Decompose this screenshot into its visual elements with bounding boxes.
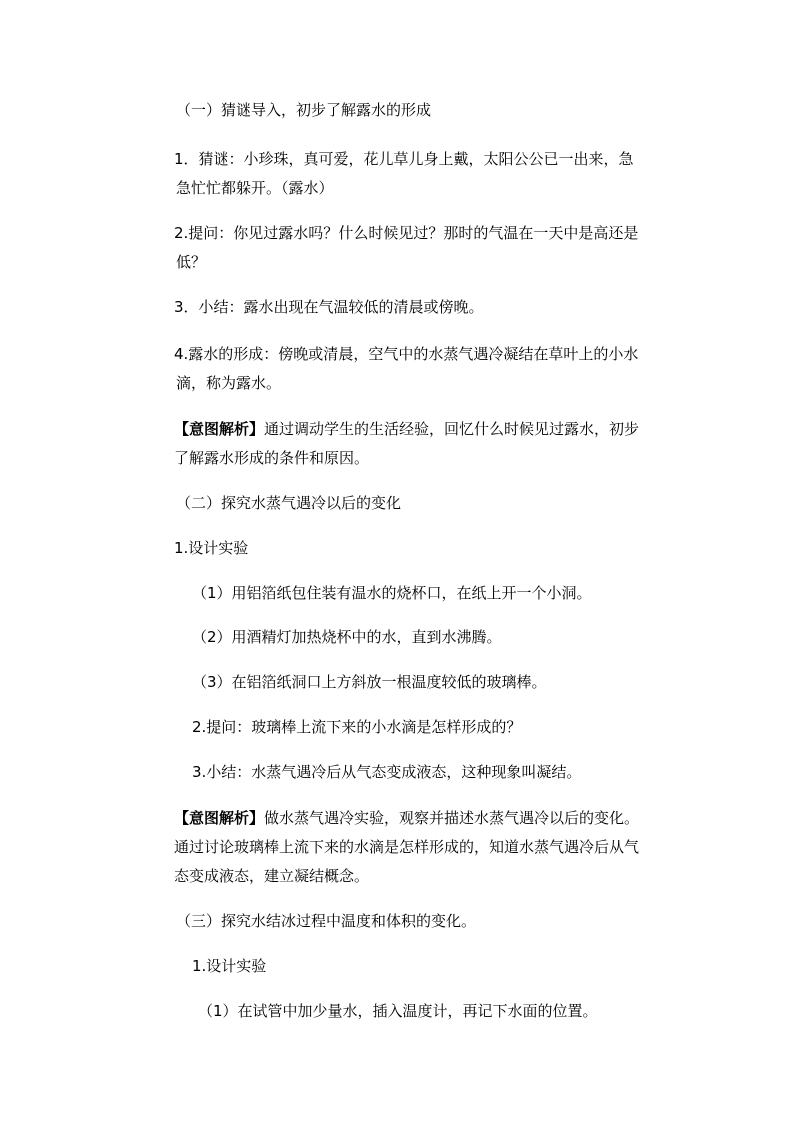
section2-step1: （1）用铝箔纸包住装有温水的烧杯口，在纸上开一个小洞。 [192,584,592,602]
section1-item1-line1: 1．猜谜：小珍珠，真可爱，花儿草儿身上戴，太阳公公已一出来，急 [174,150,634,168]
section2-sub1: 1.设计实验 [174,539,249,557]
section1-item2-line2: 低？ [176,253,207,271]
section1-intent-line1 [174,415,684,444]
section2-sub3: 3.小结：水蒸气遇冷后从气态变成液态，这种现象叫凝结。 [192,763,582,781]
section1-item4-line1: 4.露水的形成：傍晚或清晨，空气中的水蒸气遇冷凝结在草叶上的小水 [174,345,639,363]
section3-step1: （1）在试管中加少量水，插入温度计，再记下水面的位置。 [198,1002,598,1020]
section3-heading: （三）探究水结冰过程中温度和体积的变化。 [176,912,477,930]
section2-heading: （二）探究水蒸气遇冷以后的变化 [176,494,402,512]
section1-item3: 3．小结：露水出现在气温较低的清晨或傍晚。 [174,298,484,316]
section1-heading: （一）猜谜导入，初步了解露水的形成 [176,101,432,119]
section2-sub2: 2.提问：玻璃棒上流下来的小水滴是怎样形成的？ [192,718,522,736]
section2-intent-line3: 态变成液态，建立凝结概念。 [174,867,370,885]
intent-text: 通过调动学生的生活经验，回忆什么时候见过露水，初步 [264,420,640,438]
section3-sub1: 1.设计实验 [192,957,267,975]
section1-item2-line1: 2.提问：你见过露水吗？什么时候见过？那时的气温在一天中是高还是 [174,224,639,242]
section1-item4-line2: 滴，称为露水。 [176,374,282,392]
section2-intent-line2: 通过讨论玻璃棒上流下来的水滴是怎样形成的，知道水蒸气遇冷后从气 [174,838,640,856]
section1-intent-line2: 了解露水形成的条件和原因。 [174,449,370,467]
section1-item1-line2: 急忙忙都躲开。（露水） [176,179,334,197]
section2-intent-line1 [174,804,684,833]
section2-step2: （2）用酒精灯加热烧杯中的水，直到水沸腾。 [192,628,502,646]
intent-label: 【意图解析】 [174,809,265,827]
intent-label: 【意图解析】 [174,420,265,438]
section2-step3: （3）在铝箔纸洞口上方斜放一根温度较低的玻璃棒。 [192,673,547,691]
intent-text: 做水蒸气遇冷实验，观察并描述水蒸气遇冷以后的变化。 [264,809,640,827]
